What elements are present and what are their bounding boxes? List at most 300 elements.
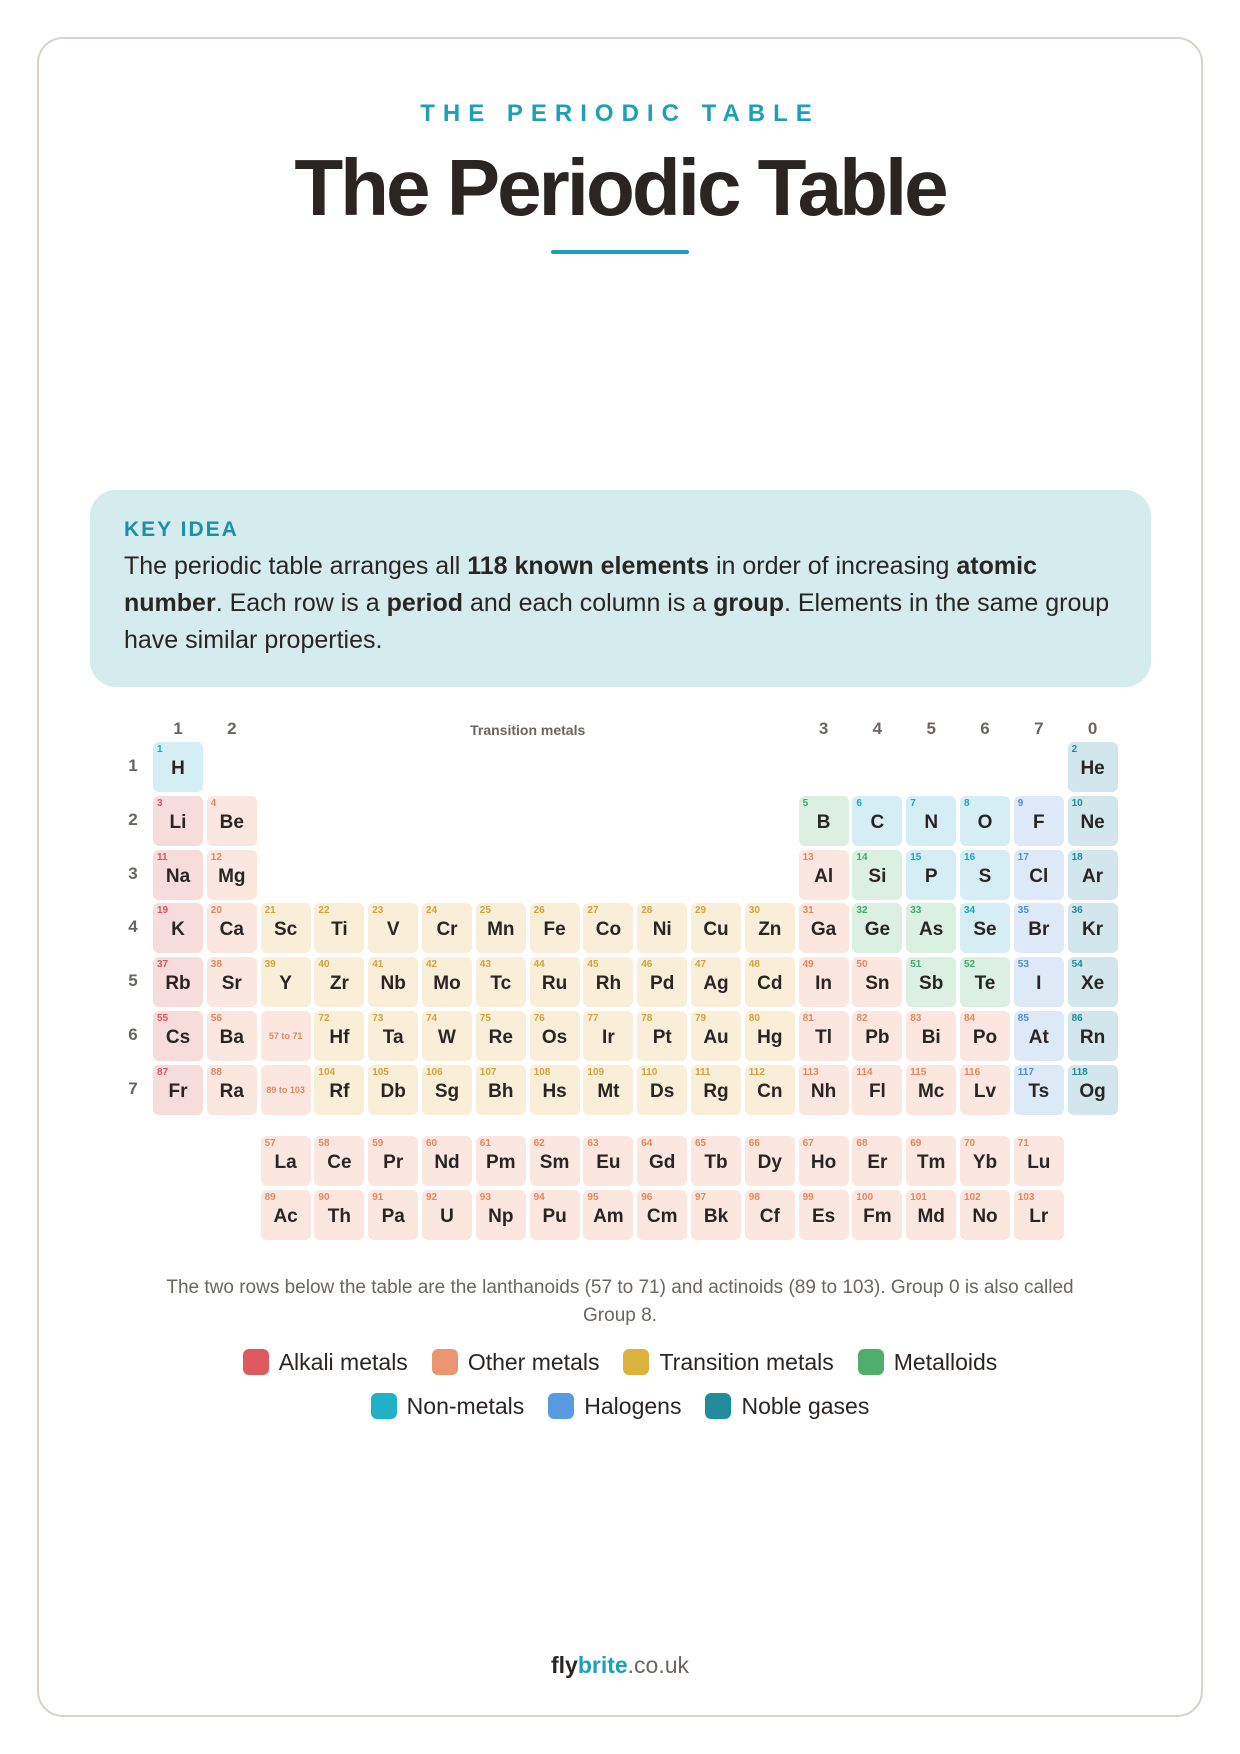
atomic-number: 9 bbox=[1017, 797, 1024, 809]
element-symbol: Li bbox=[169, 811, 187, 833]
atomic-number: 75 bbox=[479, 1013, 491, 1024]
element-symbol: Zr bbox=[329, 973, 349, 995]
element-cell[interactable] bbox=[906, 1011, 956, 1061]
element-symbol: C bbox=[870, 811, 885, 833]
element-cell[interactable] bbox=[1068, 1065, 1118, 1115]
atomic-number: 31 bbox=[802, 905, 814, 917]
element-symbol: Cn bbox=[757, 1080, 783, 1102]
element-symbol: Sr bbox=[221, 973, 242, 995]
element-cell[interactable] bbox=[745, 903, 795, 953]
element-cell[interactable] bbox=[1068, 1011, 1118, 1061]
element-cell[interactable] bbox=[422, 1065, 472, 1115]
atomic-number: 91 bbox=[372, 1191, 384, 1203]
element-cell[interactable] bbox=[476, 903, 526, 953]
element-cell[interactable] bbox=[799, 1136, 849, 1186]
element-cell[interactable] bbox=[1068, 903, 1118, 953]
element-cell[interactable] bbox=[530, 1011, 580, 1061]
group-label: 4 bbox=[872, 719, 883, 738]
key-idea-segment: in order of increasing bbox=[709, 552, 957, 580]
legend-swatch bbox=[371, 1393, 397, 1419]
element-cell[interactable] bbox=[207, 957, 257, 1007]
atomic-number: 79 bbox=[695, 1013, 707, 1024]
element-cell[interactable] bbox=[637, 1190, 687, 1240]
element-cell[interactable] bbox=[960, 796, 1010, 846]
element-symbol: In bbox=[815, 973, 833, 995]
element-symbol: Ir bbox=[602, 1027, 615, 1048]
element-cell[interactable] bbox=[1068, 850, 1118, 900]
element-cell[interactable] bbox=[476, 1190, 526, 1240]
legend-label: Other metals bbox=[467, 1349, 600, 1375]
element-symbol: Pb bbox=[865, 1027, 890, 1048]
element-cell[interactable] bbox=[637, 957, 687, 1007]
element-cell[interactable] bbox=[368, 1011, 418, 1061]
atomic-number: 71 bbox=[1017, 1138, 1029, 1149]
element-cell[interactable] bbox=[745, 957, 795, 1007]
element-symbol: Pu bbox=[542, 1205, 567, 1227]
element-cell[interactable] bbox=[368, 1065, 418, 1115]
element-cell[interactable] bbox=[207, 850, 257, 900]
element-cell[interactable] bbox=[476, 1065, 526, 1115]
group-label: 6 bbox=[980, 719, 990, 738]
atomic-number: 89 bbox=[264, 1191, 276, 1203]
atomic-number: 17 bbox=[1017, 851, 1029, 863]
element-cell[interactable] bbox=[1068, 796, 1118, 846]
element-cell[interactable] bbox=[314, 1190, 364, 1240]
element-symbol: Dy bbox=[757, 1152, 782, 1173]
period-label: 7 bbox=[128, 1078, 138, 1098]
element-symbol: Og bbox=[1079, 1080, 1106, 1102]
element-symbol: Bh bbox=[488, 1080, 514, 1102]
element-symbol: Au bbox=[703, 1027, 729, 1048]
atomic-number: 82 bbox=[856, 1013, 868, 1024]
atomic-number: 55 bbox=[157, 1013, 169, 1024]
element-symbol: Pm bbox=[486, 1152, 516, 1173]
element-cell[interactable] bbox=[637, 1011, 687, 1061]
legend-swatch bbox=[623, 1349, 649, 1375]
element-symbol: Kr bbox=[1082, 919, 1104, 941]
element-symbol: Sg bbox=[434, 1080, 460, 1102]
element-cell[interactable] bbox=[153, 903, 203, 953]
element-symbol: Md bbox=[917, 1205, 945, 1227]
atomic-number: 25 bbox=[479, 905, 491, 917]
element-cell[interactable] bbox=[314, 957, 364, 1007]
element-symbol: Ce bbox=[327, 1152, 352, 1173]
element-cell[interactable] bbox=[153, 850, 203, 900]
element-cell[interactable] bbox=[261, 1136, 311, 1186]
atomic-number: 62 bbox=[533, 1138, 545, 1149]
legend-label: Alkali metals bbox=[278, 1349, 408, 1375]
element-cell[interactable] bbox=[960, 1136, 1010, 1186]
atomic-number: 38 bbox=[210, 959, 222, 971]
period-label: 2 bbox=[128, 809, 138, 829]
element-cell[interactable] bbox=[1014, 903, 1064, 953]
element-symbol: W bbox=[438, 1027, 456, 1048]
period-label: 5 bbox=[128, 971, 138, 991]
atomic-number: 90 bbox=[318, 1191, 330, 1203]
element-cell[interactable] bbox=[368, 1190, 418, 1240]
legend-item bbox=[371, 1393, 525, 1420]
element-cell[interactable] bbox=[583, 1190, 633, 1240]
element-cell[interactable] bbox=[799, 1065, 849, 1115]
element-symbol: Fe bbox=[543, 919, 566, 941]
element-symbol: Lr bbox=[1029, 1205, 1049, 1227]
key-idea-box bbox=[90, 490, 1151, 687]
element-symbol: Pt bbox=[652, 1027, 672, 1048]
legend-row-2 bbox=[0, 1393, 1240, 1420]
atomic-number: 96 bbox=[641, 1191, 653, 1203]
atomic-number: 33 bbox=[910, 905, 922, 917]
element-symbol: Ag bbox=[703, 973, 729, 995]
atomic-number: 43 bbox=[479, 959, 491, 971]
atomic-number: 86 bbox=[1071, 1013, 1083, 1024]
atomic-number: 78 bbox=[641, 1013, 653, 1024]
atomic-number: 66 bbox=[748, 1138, 760, 1149]
atomic-number: 23 bbox=[372, 905, 384, 917]
atomic-number: 88 bbox=[210, 1066, 222, 1078]
element-cell[interactable] bbox=[960, 1190, 1010, 1240]
element-symbol: Tl bbox=[815, 1027, 833, 1048]
element-cell[interactable] bbox=[314, 903, 364, 953]
element-cell[interactable] bbox=[799, 1011, 849, 1061]
legend-row-1 bbox=[0, 1349, 1240, 1376]
legend-label: Noble gases bbox=[741, 1393, 870, 1419]
group-label: 7 bbox=[1034, 719, 1044, 738]
element-symbol: B bbox=[816, 811, 831, 833]
element-symbol: Si bbox=[868, 865, 887, 887]
element-cell[interactable] bbox=[368, 1136, 418, 1186]
element-symbol: Sb bbox=[919, 973, 944, 995]
atomic-number: 95 bbox=[587, 1191, 599, 1203]
element-symbol: Tm bbox=[916, 1152, 946, 1173]
element-symbol: P bbox=[924, 865, 938, 887]
element-symbol: Es bbox=[811, 1205, 836, 1227]
atomic-number: 94 bbox=[533, 1191, 545, 1203]
element-cell[interactable] bbox=[960, 1065, 1010, 1115]
element-cell[interactable] bbox=[1014, 1065, 1064, 1115]
element-cell[interactable] bbox=[1068, 957, 1118, 1007]
element-symbol: Ba bbox=[219, 1027, 244, 1048]
element-cell[interactable] bbox=[1014, 850, 1064, 900]
element-symbol: Ru bbox=[541, 973, 568, 995]
element-cell[interactable] bbox=[852, 1011, 902, 1061]
element-symbol: Eu bbox=[596, 1152, 621, 1173]
element-cell[interactable] bbox=[207, 1065, 257, 1115]
key-idea-segment: . Elements in the same group have similar properties. bbox=[124, 589, 1110, 654]
atomic-number: 103 bbox=[1017, 1191, 1035, 1203]
element-cell[interactable] bbox=[691, 1190, 741, 1240]
element-cell[interactable] bbox=[422, 903, 472, 953]
element-cell[interactable] bbox=[207, 903, 257, 953]
element-symbol: Cf bbox=[759, 1205, 780, 1227]
element-cell[interactable] bbox=[1014, 796, 1064, 846]
legend-label: Metalloids bbox=[893, 1349, 998, 1375]
element-symbol: K bbox=[171, 919, 185, 941]
element-symbol: Am bbox=[593, 1205, 624, 1227]
element-symbol: Nb bbox=[380, 973, 406, 995]
element-symbol: La bbox=[274, 1152, 297, 1173]
element-cell[interactable] bbox=[799, 903, 849, 953]
element-cell[interactable] bbox=[799, 850, 849, 900]
element-cell[interactable] bbox=[1014, 1190, 1064, 1240]
element-cell[interactable] bbox=[153, 1065, 203, 1115]
atomic-number: 1 bbox=[157, 744, 163, 755]
legend-label: Transition metals bbox=[659, 1349, 834, 1375]
element-cell[interactable] bbox=[530, 957, 580, 1007]
element-cell[interactable] bbox=[476, 1136, 526, 1186]
element-cell[interactable] bbox=[906, 903, 956, 953]
element-cell[interactable] bbox=[422, 1190, 472, 1240]
atomic-number: 108 bbox=[533, 1066, 551, 1078]
element-symbol: Br bbox=[1028, 919, 1050, 941]
element-cell[interactable] bbox=[583, 957, 633, 1007]
element-cell[interactable] bbox=[422, 1136, 472, 1186]
element-symbol: Sm bbox=[539, 1152, 570, 1173]
footer-logo-domain: .co.uk bbox=[627, 1652, 690, 1678]
atomic-number: 77 bbox=[587, 1013, 599, 1024]
element-cell[interactable] bbox=[1014, 1136, 1064, 1186]
element-symbol: Co bbox=[595, 919, 622, 941]
element-cell[interactable] bbox=[799, 1190, 849, 1240]
group-label: 3 bbox=[818, 719, 829, 738]
legend-swatch bbox=[705, 1393, 731, 1419]
atomic-number: 8 bbox=[964, 797, 970, 809]
element-cell[interactable] bbox=[530, 903, 580, 953]
element-symbol: Cs bbox=[165, 1027, 191, 1048]
element-symbol: Bi bbox=[921, 1027, 941, 1048]
element-cell[interactable] bbox=[852, 1065, 902, 1115]
atomic-number: 30 bbox=[748, 905, 760, 917]
element-symbol: Rg bbox=[703, 1080, 729, 1102]
element-cell[interactable] bbox=[745, 1190, 795, 1240]
element-cell[interactable] bbox=[906, 850, 956, 900]
element-symbol: Ar bbox=[1082, 865, 1104, 887]
element-symbol: Nh bbox=[810, 1080, 837, 1102]
atomic-number: 22 bbox=[318, 905, 330, 917]
element-symbol: Sn bbox=[865, 973, 890, 995]
element-symbol: H bbox=[171, 758, 185, 779]
atomic-number: 6 bbox=[856, 797, 862, 809]
element-cell[interactable] bbox=[906, 1190, 956, 1240]
element-symbol: Bk bbox=[703, 1205, 729, 1227]
atomic-number: 51 bbox=[910, 959, 922, 971]
element-cell[interactable] bbox=[852, 796, 902, 846]
element-symbol: Rf bbox=[329, 1080, 350, 1102]
element-cell[interactable] bbox=[960, 850, 1010, 900]
element-cell[interactable] bbox=[314, 1136, 364, 1186]
atomic-number: 68 bbox=[856, 1138, 868, 1149]
element-symbol: Rn bbox=[1079, 1027, 1106, 1048]
atomic-number: 11 bbox=[157, 851, 168, 863]
element-cell[interactable] bbox=[745, 1011, 795, 1061]
element-cell[interactable] bbox=[906, 796, 956, 846]
atomic-number: 65 bbox=[695, 1138, 707, 1149]
element-cell[interactable] bbox=[153, 742, 203, 792]
element-cell[interactable] bbox=[637, 903, 687, 953]
atomic-number: 72 bbox=[318, 1013, 330, 1024]
element-cell[interactable] bbox=[691, 1136, 741, 1186]
element-cell[interactable] bbox=[852, 1190, 902, 1240]
atomic-number: 40 bbox=[318, 959, 330, 971]
atomic-number: 70 bbox=[964, 1138, 976, 1149]
element-symbol: Ca bbox=[219, 919, 244, 941]
atomic-number: 98 bbox=[748, 1191, 760, 1203]
key-idea-text bbox=[124, 548, 1117, 659]
atomic-number: 10 bbox=[1071, 797, 1083, 809]
atomic-number: 54 bbox=[1071, 959, 1083, 971]
series-range-label: 89 to 103 bbox=[266, 1084, 305, 1095]
period-label: 4 bbox=[128, 917, 138, 937]
atomic-number: 107 bbox=[479, 1066, 497, 1078]
element-cell[interactable] bbox=[422, 1011, 472, 1061]
legend-label: Non-metals bbox=[406, 1393, 525, 1419]
atomic-number: 73 bbox=[372, 1013, 384, 1024]
atomic-number: 117 bbox=[1017, 1066, 1034, 1078]
element-symbol: Re bbox=[488, 1027, 513, 1048]
element-cell[interactable] bbox=[960, 957, 1010, 1007]
atomic-number: 113 bbox=[802, 1066, 819, 1078]
element-cell[interactable] bbox=[906, 1136, 956, 1186]
atomic-number: 34 bbox=[964, 905, 976, 917]
atomic-number: 14 bbox=[856, 851, 868, 863]
element-symbol: Hf bbox=[329, 1027, 350, 1048]
element-cell[interactable] bbox=[314, 1011, 364, 1061]
element-cell[interactable] bbox=[1014, 1011, 1064, 1061]
element-cell[interactable] bbox=[906, 1065, 956, 1115]
group-label: 5 bbox=[926, 719, 936, 738]
period-label: 1 bbox=[128, 756, 138, 775]
element-cell[interactable] bbox=[637, 1065, 687, 1115]
element-symbol: Gd bbox=[648, 1152, 676, 1173]
element-cell[interactable] bbox=[691, 903, 741, 953]
atomic-number: 29 bbox=[695, 905, 707, 917]
element-symbol: Ts bbox=[1028, 1080, 1050, 1102]
legend-label: Halogens bbox=[584, 1393, 682, 1419]
element-cell[interactable] bbox=[852, 1136, 902, 1186]
element-cell[interactable] bbox=[852, 903, 902, 953]
element-cell[interactable] bbox=[583, 1011, 633, 1061]
element-cell[interactable] bbox=[852, 957, 902, 1007]
atomic-number: 76 bbox=[533, 1013, 545, 1024]
element-cell[interactable] bbox=[530, 1065, 580, 1115]
element-cell[interactable] bbox=[530, 1190, 580, 1240]
element-cell[interactable] bbox=[476, 957, 526, 1007]
atomic-number: 13 bbox=[802, 851, 814, 863]
atomic-number: 44 bbox=[533, 959, 545, 971]
table-note: The two rows below the table are the lanthanoids (57 to 71) and actinoids (89 to 103). Group 0 is also called Group 8. bbox=[166, 1277, 1074, 1326]
element-symbol: Rh bbox=[595, 973, 622, 995]
element-cell[interactable] bbox=[745, 1136, 795, 1186]
element-cell[interactable] bbox=[691, 1065, 741, 1115]
element-symbol: Y bbox=[279, 973, 292, 995]
element-symbol: I bbox=[1036, 973, 1042, 995]
element-cell[interactable] bbox=[637, 1136, 687, 1186]
atomic-number: 36 bbox=[1071, 905, 1083, 917]
element-cell[interactable] bbox=[960, 903, 1010, 953]
element-cell[interactable] bbox=[476, 1011, 526, 1061]
legend-item bbox=[858, 1349, 998, 1376]
element-cell[interactable] bbox=[691, 957, 741, 1007]
footer-logo[interactable] bbox=[0, 1652, 1240, 1679]
element-symbol: O bbox=[977, 811, 993, 833]
element-symbol: Ac bbox=[273, 1205, 298, 1227]
element-cell[interactable] bbox=[314, 1065, 364, 1115]
atomic-number: 100 bbox=[856, 1191, 874, 1203]
period-label: 6 bbox=[128, 1025, 138, 1044]
element-cell[interactable] bbox=[799, 957, 849, 1007]
element-cell[interactable] bbox=[153, 796, 203, 846]
element-symbol: V bbox=[386, 919, 400, 941]
element-symbol: Ne bbox=[1080, 811, 1105, 833]
element-cell[interactable] bbox=[799, 796, 849, 846]
element-symbol: Cl bbox=[1029, 865, 1049, 887]
legend-item bbox=[623, 1349, 833, 1376]
atomic-number: 67 bbox=[802, 1138, 814, 1149]
element-cell[interactable] bbox=[1068, 742, 1118, 792]
atomic-number: 80 bbox=[748, 1013, 760, 1024]
element-cell[interactable] bbox=[153, 1011, 203, 1061]
atomic-number: 26 bbox=[533, 905, 545, 917]
element-cell[interactable] bbox=[852, 850, 902, 900]
element-cell[interactable] bbox=[583, 903, 633, 953]
element-cell[interactable] bbox=[422, 957, 472, 1007]
element-symbol: Tb bbox=[704, 1152, 728, 1173]
element-cell[interactable] bbox=[745, 1065, 795, 1115]
atomic-number: 116 bbox=[964, 1066, 981, 1078]
element-cell[interactable] bbox=[583, 1065, 633, 1115]
legend-swatch bbox=[243, 1349, 269, 1375]
element-symbol: Ra bbox=[219, 1080, 244, 1102]
element-symbol: Pa bbox=[381, 1205, 405, 1227]
element-cell[interactable] bbox=[530, 1136, 580, 1186]
atomic-number: 5 bbox=[802, 797, 809, 809]
element-cell[interactable] bbox=[691, 1011, 741, 1061]
legend-swatch bbox=[548, 1393, 574, 1419]
atomic-number: 104 bbox=[318, 1066, 336, 1078]
element-symbol: He bbox=[1080, 758, 1105, 779]
legend-swatch bbox=[432, 1349, 458, 1375]
element-cell[interactable] bbox=[368, 957, 418, 1007]
atomic-number: 59 bbox=[372, 1138, 384, 1149]
legend-item bbox=[705, 1393, 869, 1420]
element-cell[interactable] bbox=[368, 903, 418, 953]
element-cell[interactable] bbox=[906, 957, 956, 1007]
title-underline bbox=[551, 250, 689, 254]
element-symbol: Mc bbox=[917, 1080, 945, 1102]
atomic-number: 63 bbox=[587, 1138, 599, 1149]
series-placeholder-cell bbox=[261, 1011, 311, 1061]
atomic-number: 110 bbox=[641, 1066, 658, 1078]
atomic-number: 84 bbox=[964, 1013, 976, 1024]
element-cell[interactable] bbox=[153, 957, 203, 1007]
element-cell[interactable] bbox=[207, 796, 257, 846]
key-idea-segment: The periodic table arranges all bbox=[124, 552, 468, 580]
key-idea-emphasis: period bbox=[386, 589, 463, 617]
atomic-number: 41 bbox=[372, 959, 384, 971]
element-symbol: Fr bbox=[168, 1080, 188, 1102]
key-idea-label: KEY IDEA bbox=[124, 518, 239, 541]
key-idea-segment: and each column is a bbox=[463, 589, 714, 617]
element-cell[interactable] bbox=[960, 1011, 1010, 1061]
element-cell[interactable] bbox=[583, 1136, 633, 1186]
element-cell[interactable] bbox=[261, 1190, 311, 1240]
element-cell[interactable] bbox=[1014, 957, 1064, 1007]
element-cell[interactable] bbox=[261, 903, 311, 953]
element-symbol: Tc bbox=[490, 973, 512, 995]
atomic-number: 85 bbox=[1017, 1013, 1029, 1024]
element-cell[interactable] bbox=[207, 1011, 257, 1061]
element-cell[interactable] bbox=[261, 957, 311, 1007]
atomic-number: 24 bbox=[426, 905, 438, 917]
